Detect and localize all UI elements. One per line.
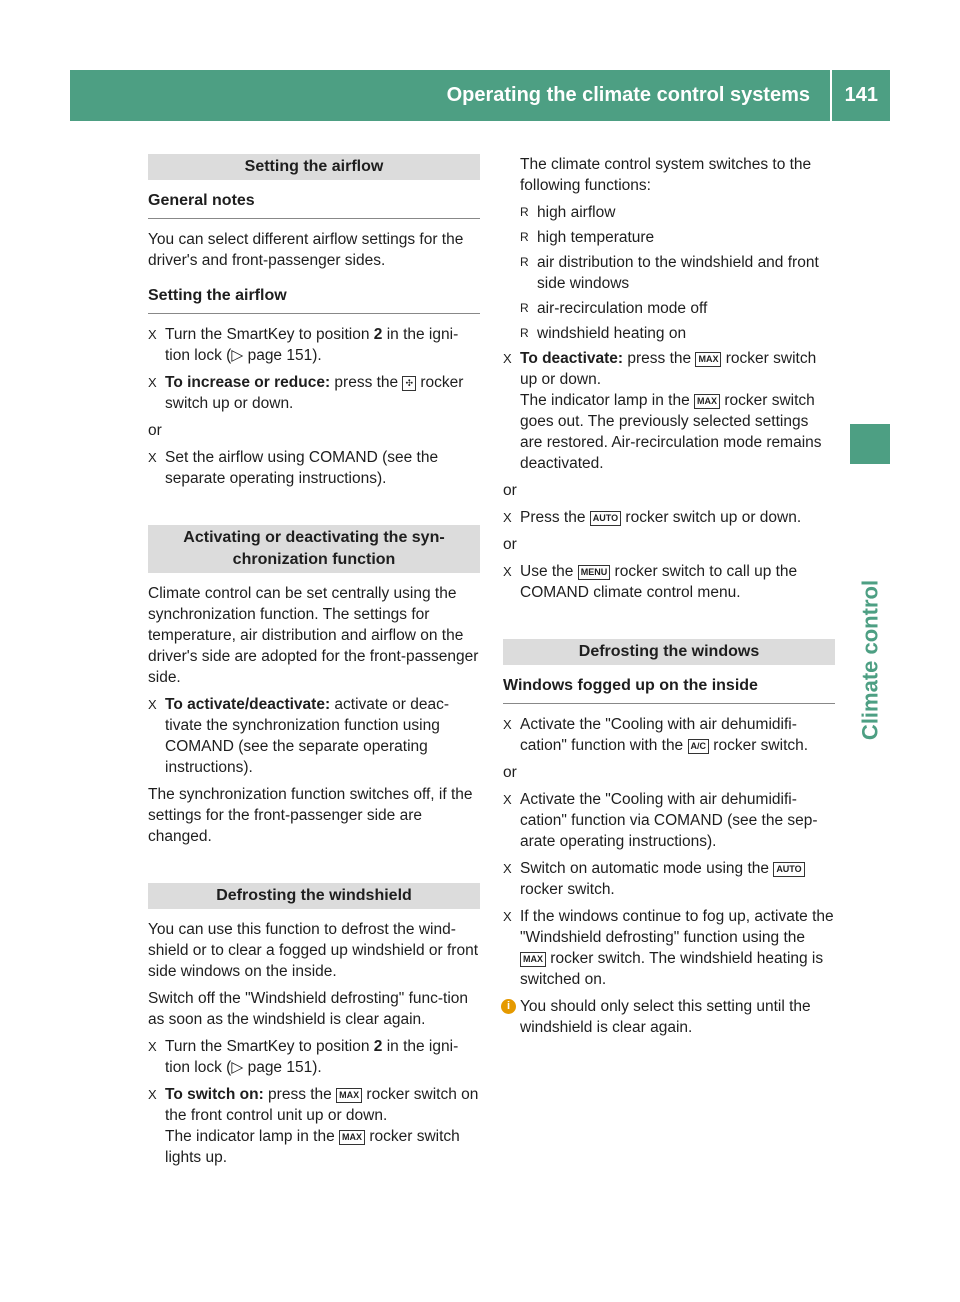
auto-icon: AUTO xyxy=(773,862,804,877)
section-heading-defrost-windows: Defrosting the windows xyxy=(503,639,835,665)
step-item: X Turn the SmartKey to position 2 in the igni-tion lock (▷ page 151). xyxy=(148,326,459,364)
info-icon: i xyxy=(501,999,516,1014)
or-text: or xyxy=(503,764,517,781)
or-text: or xyxy=(148,422,162,439)
section-heading-defrost-windshield: Defrosting the windshield xyxy=(148,883,480,909)
general-notes-text: You can select different airflow settings for the driver's and front-passenger sides. xyxy=(148,231,464,269)
subheading-general-notes: General notes xyxy=(148,190,480,219)
step-item: X Use the MENU rocker switch to call up the COMAND climate control menu. xyxy=(503,563,798,601)
max-defrost-icon: MAX xyxy=(336,1088,362,1103)
or-text: or xyxy=(503,536,517,553)
subheading-windows-fogged: Windows fogged up on the inside xyxy=(503,675,835,704)
step-item: X To deactivate: press the MAX rocker switch up or down. The indicator lamp in the MAX rocker switch goes out. The previously selected settings are restored. Air-recirculation mode remains deactivated. xyxy=(503,350,822,472)
step-item: X Set the airflow using COMAND (see the separate operating instructions). xyxy=(148,449,439,487)
step-marker-icon: X xyxy=(148,1087,157,1102)
step-marker-icon: X xyxy=(148,697,157,712)
step-item: X Press the AUTO rocker switch up or down. xyxy=(503,509,802,526)
step-item: X Switch on automatic mode using the AUTO rocker switch. xyxy=(503,858,835,900)
max-defrost-icon: MAX xyxy=(520,952,546,967)
list-item: R high temperature xyxy=(520,229,655,246)
list-item: R high airflow xyxy=(520,204,616,221)
side-tab-label: Climate control xyxy=(857,579,883,741)
defrost-windshield-text: Switch off the "Windshield defrosting" func-tion as soon as the windshield is clear again. xyxy=(148,990,469,1028)
page-ref-link[interactable]: page 151). xyxy=(243,1059,322,1076)
intro-text: The climate control system switches to the following functions: xyxy=(520,156,812,194)
defrost-windshield-text: You can use this function to defrost the wind-shield or to clear a fogged up windshield or front side windows on the inside. xyxy=(148,921,479,980)
side-tab-marker xyxy=(850,424,890,464)
step-marker-icon: X xyxy=(503,861,512,876)
max-defrost-icon: MAX xyxy=(694,394,720,409)
step-marker-icon: X xyxy=(148,375,157,390)
bullet-icon: R xyxy=(520,205,529,219)
fan-icon: ✣ xyxy=(402,376,416,391)
step-item: X If the windows continue to fog up, activate the "Windshield defrosting" function using the MAX rocker switch. The windshield heating is switched on. xyxy=(503,908,834,988)
step-item: X To increase or reduce: press the ✣ rocker switch up or down. xyxy=(148,374,464,412)
right-column xyxy=(503,154,835,1044)
bullet-icon: R xyxy=(520,301,529,315)
step-item: X To activate/deactivate: activate or deac-tivate the synchronization function using COMAND (see the separate operating instructions). xyxy=(148,696,450,776)
step-item: X Activate the "Cooling with air dehumidifi-cation" function with the A/C rocker switch. xyxy=(503,716,809,754)
section-heading-sync: Activating or deactivating the syn-chronization function xyxy=(148,525,480,573)
step-marker-icon: X xyxy=(148,1039,157,1054)
auto-icon: AUTO xyxy=(590,511,621,526)
section-heading-airflow: Setting the airflow xyxy=(148,154,480,180)
left-column xyxy=(148,154,480,1174)
step-marker-icon: X xyxy=(503,909,512,924)
ac-icon: A/C xyxy=(688,739,710,754)
step-marker-icon: X xyxy=(503,792,512,807)
step-marker-icon: X xyxy=(148,450,157,465)
page-ref-arrow-icon: ▷ xyxy=(231,347,244,364)
header-divider xyxy=(830,70,832,121)
step-item: X Turn the SmartKey to position 2 in the igni-tion lock (▷ page 151). xyxy=(148,1038,459,1076)
list-item: R air-recirculation mode off xyxy=(520,300,708,317)
bullet-icon: R xyxy=(520,230,529,244)
subheading-setting-airflow: Setting the airflow xyxy=(148,285,480,314)
page-header-title: Operating the climate control systems xyxy=(446,84,810,106)
step-marker-icon: X xyxy=(503,717,512,732)
step-marker-icon: X xyxy=(503,510,512,525)
or-text: or xyxy=(503,482,517,499)
sync-text: Climate control can be set centrally using the synchronization function. The settings for temperature, air distribution and airflow on the driver's side are adopted for the front-passenger side. xyxy=(148,585,479,686)
sync-after-text: The synchronization function switches off, if the settings for the front-passenger side are changed. xyxy=(148,786,473,845)
info-note: i You should only select this setting until the windshield is clear again. xyxy=(503,996,835,1038)
page-number: 141 xyxy=(844,84,878,106)
step-marker-icon: X xyxy=(503,564,512,579)
page-ref-arrow-icon: ▷ xyxy=(231,1059,244,1076)
step-item: X Activate the "Cooling with air dehumidifi-cation" function via COMAND (see the sep-arate operating instructions). xyxy=(503,791,818,850)
max-defrost-icon: MAX xyxy=(339,1130,365,1145)
menu-icon: MENU xyxy=(578,565,611,580)
header-bar xyxy=(70,70,890,121)
max-defrost-icon: MAX xyxy=(695,352,721,367)
list-item: R windshield heating on xyxy=(520,325,687,342)
step-marker-icon: X xyxy=(148,327,157,342)
page-ref-link[interactable]: page 151). xyxy=(243,347,322,364)
list-item: R air distribution to the windshield and front side windows xyxy=(520,254,819,292)
bullet-icon: R xyxy=(520,255,529,269)
step-marker-icon: X xyxy=(503,351,512,366)
bullet-icon: R xyxy=(520,326,529,340)
step-item: X To switch on: press the MAX rocker switch on the front control unit up or down. The indicator lamp in the MAX rocker switch lights up. xyxy=(148,1086,479,1166)
